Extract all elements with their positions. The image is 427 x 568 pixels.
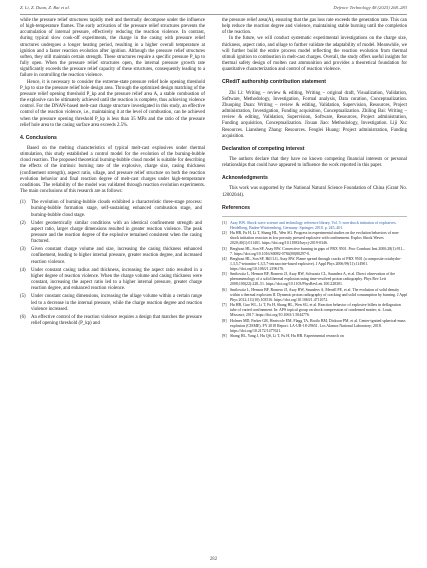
reference-item[interactable]: [7] Hu HB, Guo WL, Li T, Fu H, Shang HL, Wen SG, et al. Reaction behavior of explosive billets in deflagration tube of varied confinement. In: APS topical group on shock compression of condensed matter; st. Louis, Missouri; 2017. https://doi.org/10.1063/1.5044776. xyxy=(222,303,401,318)
page-number: 282 xyxy=(209,557,218,562)
references-list xyxy=(222,221,407,339)
list-item: (5) Under constant casing dimensions, increasing the ullage volume within a certain range led to a decrease in the internal pressure, while the charge reaction degree and reaction violence increased. xyxy=(20,294,202,312)
list-item: (6) An effective control of the reaction violence requires a design that matches the pressure relief opening threshold (P_kp) and xyxy=(20,314,202,327)
header-authors: Z. Li, Z. Duan, Z. Bai et al. xyxy=(20,5,70,10)
list-item: (2) Under geometrically similar conditions with an identical confinement strength and aspect ratio, larger charge dimensions resulted in greater reaction violence. The peak pressure and the reaction degree of the explosive remained consistent when the casing fractured. xyxy=(20,220,202,245)
section-heading-competing-interest: Declaration of competing interest xyxy=(222,145,305,152)
section-heading-acknowledgments: Acknowledgments xyxy=(222,175,268,182)
header-rule xyxy=(20,14,407,15)
reference-item[interactable]: [4] Berghout HL, Son SF, Hill LG, Asay BW. Flame spread through cracks of PBX 9501 (a composite octahydro-1,3,5,7-tetranitro-1,3,5,7-tetrazocine-based explosive). J Appl Phys 2006;99(11):114901. https://doi.org/10.1063/1.2196176. xyxy=(222,257,402,272)
list-item: (1) The evolution of burning-bubble clouds exhibited a characteristic three-stage process: burning-bubble formation stage, self-sustaining enhanced combustion stage, and burning-bubble cloud stage. xyxy=(20,200,202,218)
right-column xyxy=(222,18,407,339)
reference-item[interactable]: [3] Berghout HL, Son SF, Asay BW. Convective burning in gaps of PBX 9501. Proc Combust Inst 2000;28(1):911–7. https://doi.org/10.1016/S0082-0784(00)80297-0. xyxy=(222,246,405,256)
section-heading-credit: CRediT authorship contribution statement xyxy=(222,79,327,86)
reference-item[interactable]: [1] Asay BW. Shock wave science and technology reference library, Vol. 5: non-shock initiation of explosives. Heidelberg, Baden-Württemberg, Germany: Springer; 2010. p. 245–401. xyxy=(222,220,397,230)
paragraph: In the future, we will conduct systematic experimental investigations on the charge size, thickness, aspect ratio, and ullage to further validate the adaptability of model. Meanwhile, we will further build the entire process model reflecting the reaction evolution from thermal stimuli ignition to combustion in melt-cast charges. Overall, the study offers useful insights for thermal safety design of molten cast ammunition and provides a theoretical foundation for quantitative characterization and control of reaction violence. xyxy=(222,36,407,73)
paragraph: Based on the melting characteristics of typical melt-cast explosives under thermal stimulation, this study established a control model for the evolution of the burning-bubble cloud reaction. The proposed theoretical burning-bubble cloud model is suitable for describing the effects of the intrinsic burning rate of the explosive, charge size, casing thickness (confinement strength), aspect ratio, ullage, and pressure relief structure on both the reaction evolution behavior and final reaction degree of melt-cast charges under high-temperature conditions. The reliability of the model was validated through reaction evolution experiments. The main conclusions of this research are as follows: xyxy=(20,145,205,195)
reference-item[interactable]: [6] Smilowitz L, Henson BF, Romero JJ, Asay BW, Saunders A, Merrill FE, et al. The evolution of solid density within a thermal explosion II. Dynamic proton radiography of cracking and solid consumption by burning. J Appl Phys 2012;111(10):103516. https://doi.org/10.1063/1.4711072. xyxy=(222,287,407,302)
conclusions-list xyxy=(20,200,205,327)
section-heading-conclusions: 4. Conclusions xyxy=(20,134,57,141)
paragraph: the pressure relief area(A), ensuring that the gas loss rate exceeds the generation rate. This can help reduce the reaction degree and violence, maintaining stable burning until the completion of the reaction. xyxy=(222,18,407,36)
left-column xyxy=(20,18,205,329)
reference-item[interactable]: [9] Shang HL, Yang J, Hu QS, Li T, Fu H, Hu HB. Experimental research on xyxy=(222,334,344,339)
paragraph: Hence, it is necessary to consider the extreme-state pressure relief hole opening threshold P_kp to size the pressure relief hole design area. Through the optimized design matching of the pressure relief opening threshold P_kp and the pressure relief area A, a stable combustion of the explosive can be ultimately achieved until the reaction is complete, thus achieving violence control. For the DNAN-based melt-cast charge structure investigated in this study, an effective control of the reaction violence, i.e., maintaining it at the level of combustion, can be achieved when the pressure opening threshold P_kp is less than 35 MPa and the ratio of the pressure relief hole area to the casing surface area exceeds 2.5%. xyxy=(20,79,205,128)
paragraph: while the pressure relief structures rapidly melt and thermally decompose under the influence of high-temperature flames. The early activation of the pressure relief structures prevents the accumulation of internal pressure, effectively reducing the reaction violence. In contrast, during typical slow cook-off experiments, the charge in the casing with pressure relief structures undergoes a longer heating period, resulting in a higher overall temperature at ignition and a faster reaction evolution after ignition. Although the pressure relief structures soften, they still maintain certain strength. These structures require a specific pressure P_kp to fully open. When the pressure relief structures open, the internal pressure growth rate significantly exceeds the pressure relief capacity of these structures, consequently leading to a failure in controlling the reaction violence. xyxy=(20,18,205,79)
credit-statement: Zhi Li: Writing – review & editing, Writing – original draft, Visualization, Validation, Software, Methodology, Investigation, Formal analysis, Data curation, Conceptualization. Zhuoping Duan: Writing – review & editing, Validation, Supervision, Resources, Project administration, Investigation, Funding acquisition, Conceptualization. Zhiling Bai: Writing – review & editing, Validation, Supervision, Software, Resources, Project administration, Funding acquisition, Conceptualization. Jixuan Jiao: Methodology, Investigation. Liji Xu: Resources. Liansheng Zhang: Resources. Fenglei Huang: Project administration, Funding acquisition. xyxy=(222,90,407,139)
list-item: (4) Under constant casing radius and thickness, increasing the aspect ratio resulted in a higher degree of reaction violence. When the charge volume and casing thickness were constant, increasing the aspect ratio led to a higher internal pressure, greater charge reaction degree, and enhanced reaction violence. xyxy=(20,267,202,292)
references-rule xyxy=(222,216,407,217)
header-journal: Defence Technology 48 (2025) 268–283 xyxy=(333,5,407,10)
section-heading-references: References xyxy=(222,204,250,211)
paragraph: This work was supported by the National Natural Science Foundation of China (Grant No. 12002044). xyxy=(222,186,407,198)
reference-item[interactable]: [8] Holmes MD, Parker GR, Heatwole EM, Flagg TA, Broilo BM, Dickson PM, et al. Center-ignited spherical-mass explosion (CISME). FY 2018 Report. LA-UR-18-29651. Los Alamos National Laboratory; 2018. https://doi.org/10.2172/1477621. xyxy=(222,318,406,333)
reference-item[interactable]: [5] Smilowitz L, Henson BF, Romero JJ, Asay BW, Schwartz CL, Saunders A, et al. Direct observation of the phenomenology of a solid thermal explosion using time-resolved proton radiography. Phys Rev Lett 2008;100(22):228–51. https://doi.org/10.1103/PhysRevLett.100.228301. xyxy=(222,272,396,287)
paragraph: The authors declare that they have no known competing financial interests or personal relationships that could have appeared to influence the work reported in this paper. xyxy=(222,156,407,169)
list-item: (3) Given constant charge volume and size, increasing the casing thickness enhanced confinement, leading to higher internal pressure, greater reaction degree, and increased reaction violence. xyxy=(20,247,202,265)
reference-item[interactable]: [2] Hu HB, Fu H, Li T, Shang HL, Wen SG. Progress in experimental studies on the evolution behaviors of non-shock initiation reaction in low porosity pressed explosive with confinement. Explos Shock Waves 2020;40(1):011401. https://doi.org/10.11883/bzycj-2019-0346. xyxy=(222,231,400,246)
running-header xyxy=(20,5,407,14)
